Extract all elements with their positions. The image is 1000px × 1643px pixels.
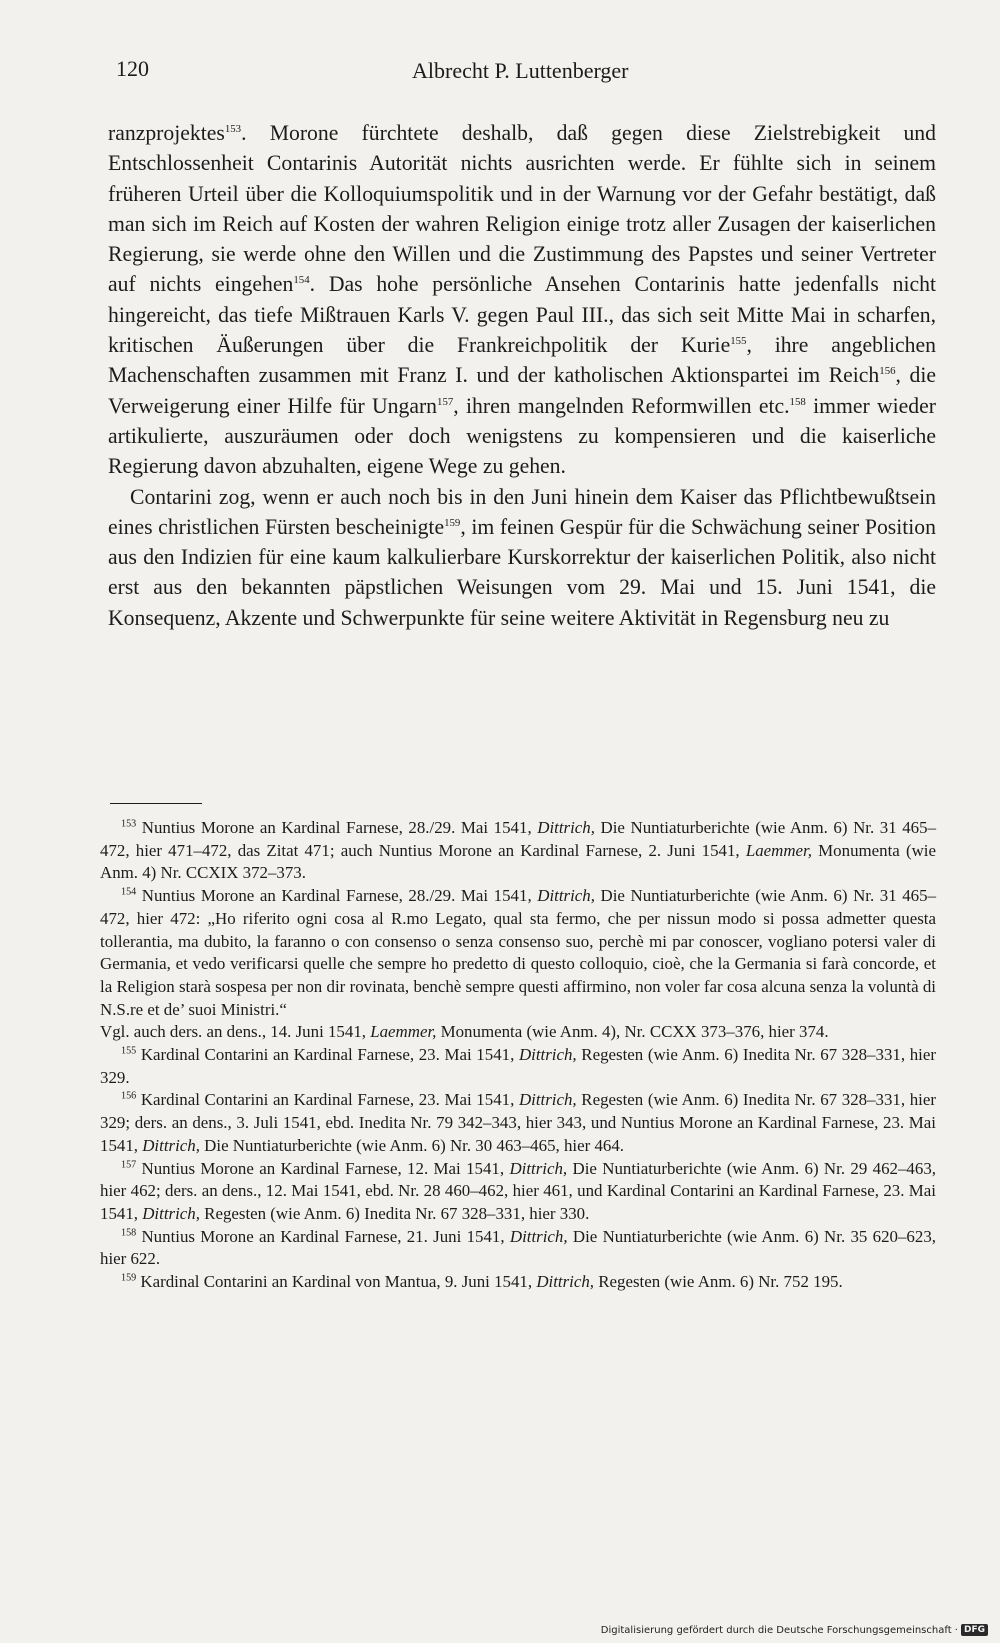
footnote-separator: [110, 803, 202, 804]
page-header: [0, 56, 1000, 92]
text-run: ranzprojektes: [108, 121, 225, 145]
text-run: Kardinal Contarini an Kardinal von Mantua, 9. Juni 1541,: [136, 1272, 537, 1292]
footnote: [100, 885, 936, 1021]
footnote-ref: 155: [730, 334, 747, 347]
author-name: Dittrich,: [142, 1203, 200, 1223]
body-text: [108, 118, 936, 633]
text-run: Regesten (wie Anm. 6) Inedita Nr. 67 328–331, hier 330.: [199, 1203, 590, 1223]
text-run: Monumenta (wie Anm. 4) Nr. CCXIX 372–373.: [100, 840, 936, 883]
author-name: Dittrich,: [509, 1226, 568, 1246]
footnote: [100, 1021, 936, 1044]
text-run: Regesten (wie Anm. 6) Inedita Nr. 67 328–331, hier 329; ders. an dens., 3. Juli 1541, ebd. Inedita Nr. 79 342–343, hier 343, und Nuntius Morone an Kardinal Farnese, 23. Mai 1541,: [100, 1090, 936, 1155]
author-name: Dittrich,: [518, 1090, 577, 1110]
footnote: [100, 817, 936, 885]
running-head: Albrecht P. Luttenberger: [412, 58, 629, 83]
text-run: Die Nuntiaturberichte (wie Anm. 6) Nr. 31 465–472, hier 472: „Ho riferito ogni cosa al R.mo Legato, qual sta fermo, che per nissun modo si possa admetter questa tollerantia, ma dubito, la faranno o con consenso o senza consenso suo, perchè mi par conoscer, vogliano potersi valer di Germania, et vedo verificarsi quelle che sempre ho predetto di questo colloquio, cioè, che la Germania si farà concorde, et la Religion starà sospesa per non dir rovinata, benchè sempre questi affirmino, non voler far cosa alcuna senza la voluntà di N.S.re et de’ suoi Ministri.“: [100, 886, 937, 1019]
footnote-number: 159: [121, 1272, 137, 1284]
footnote-number: 157: [121, 1158, 137, 1170]
text-run: Nuntius Morone an Kardinal Farnese, 28./29. Mai 1541,: [136, 818, 538, 837]
footnote-number: 158: [121, 1227, 137, 1239]
author-name: Dittrich,: [537, 818, 595, 837]
text-run: Kardinal Contarini an Kardinal Farnese, 23. Mai 1541,: [136, 1090, 519, 1110]
text-run: Nuntius Morone an Kardinal Farnese, 21. Juni 1541,: [136, 1226, 510, 1246]
footnote: [100, 1089, 936, 1157]
footnote: [100, 1158, 936, 1226]
footnote-ref: 153: [224, 122, 242, 135]
text-run: , die Verweigerung einer Hilfe für Ungarn: [108, 363, 936, 418]
text-run: , ihre angeblichen Machenschaften zusammen mit Franz I. und der katholischen Aktionspartei im Reich: [108, 333, 936, 388]
text-run: Nuntius Morone an Kardinal Farnese, 28./29. Mai 1541,: [136, 886, 538, 906]
footnote: [100, 1271, 936, 1294]
footnote-number: 153: [121, 818, 137, 830]
paragraph-2: [108, 482, 936, 633]
text-run: immer wieder artikulierte, auszuräumen oder doch wenigstens zu kompensieren und die kaiserliche Regierung davon abzuhalten, eigene Wege zu gehen.: [108, 393, 936, 479]
text-run: Die Nuntiaturberichte (wie Anm. 6) Nr. 35 620–623, hier 622.: [100, 1226, 936, 1269]
footnote: [100, 1226, 936, 1271]
text-run: , ihren mangelnden Reformwillen etc.: [453, 393, 790, 418]
footnotes: [100, 817, 936, 1294]
text-run: , im feinen Gespür für die Schwächung seiner Position aus den Indizien für eine kaum kalkulierbare Kurskorrektur der kaiserlichen Politik, also nicht erst aus den bekannten päpstlichen Weisungen vom 29. Mai und 15. Juni 1541, die Konsequenz, Akzente und Schwerpunkte für seine weitere Aktivität in Regensburg neu zu: [108, 514, 936, 630]
text-run: Regesten (wie Anm. 6) Inedita Nr. 67 328–331, hier 329.: [100, 1045, 936, 1087]
digitization-footer: [601, 1622, 988, 1638]
text-run: . Das hohe persönliche Ansehen Contarinis hatte jedenfalls nicht hingereicht, das tiefe Mißtrauen Karls V. gegen Paul III., das sich seit Mitte Mai in scharfen, kritischen Äußerungen über die Frankreichpolitik der Kurie: [108, 272, 936, 358]
text-run: Regesten (wie Anm. 6) Nr. 752 195.: [594, 1272, 843, 1292]
footnote-ref: 156: [879, 365, 896, 378]
digitization-note: Digitalisierung gefördert durch die Deutsche Forschungsgemeinschaft ·: [600, 1624, 958, 1636]
footnote-number: 155: [121, 1045, 137, 1057]
text-run: Die Nuntiaturberichte (wie Anm. 6) Nr. 31 465–472, hier 471–472, das Zitat 471; auch Nuntius Morone an Kardinal Farnese, 2. Juni 1541,: [100, 818, 937, 860]
footnote-ref: 158: [789, 395, 806, 408]
footnote-ref: 154: [293, 274, 310, 287]
dfg-logo: DFG: [961, 1624, 988, 1636]
text-run: Contarini zog, wenn er auch noch bis in den Juni hinein dem Kaiser das Pflichtbewußtsein eines christlichen Fürsten bescheinigte: [108, 484, 936, 539]
author-name: Dittrich,: [536, 1272, 595, 1292]
author-name: Dittrich,: [142, 1135, 200, 1155]
text-run: Vgl. auch ders. an dens., 14. Juni 1541,: [100, 1022, 371, 1042]
text-run: Nuntius Morone an Kardinal Farnese, 12. Mai 1541,: [136, 1158, 510, 1178]
author-name: Dittrich,: [509, 1158, 568, 1178]
text-run: Die Nuntiaturberichte (wie Anm. 6) Nr. 29 462–463, hier 462; ders. an dens., 12. Mai 1541, ebd. Nr. 28 460–462, hier 461, und Kardinal Contarini an Kardinal Farnese, 23. Mai 1541,: [100, 1158, 936, 1223]
footnote-number: 154: [121, 886, 137, 898]
author-name: Dittrich,: [518, 1045, 577, 1065]
text-run: Die Nuntiaturberichte (wie Anm. 6) Nr. 30 463–465, hier 464.: [199, 1135, 625, 1155]
text-run: Monumenta (wie Anm. 4), Nr. CCXX 373–376, hier 374.: [436, 1022, 829, 1042]
footnote: [100, 1044, 936, 1089]
footnote-ref: 157: [437, 395, 454, 408]
author-name: Laemmer,: [745, 840, 812, 860]
page-number: 120: [116, 56, 149, 81]
paragraph-1: [108, 118, 936, 482]
author-name: Laemmer,: [370, 1022, 437, 1042]
author-name: Dittrich,: [537, 886, 595, 906]
footnote-ref: 159: [444, 516, 461, 529]
footnote-number: 156: [121, 1090, 137, 1102]
text-run: Kardinal Contarini an Kardinal Farnese, 23. Mai 1541,: [136, 1045, 519, 1065]
text-run: . Morone fürchtete deshalb, daß gegen diese Zielstrebigkeit und Entschlossenheit Contarinis Autorität nichts ausrichten werde. Er fühlte sich in seinem früheren Urteil über die Kolloquiumspolitik und in der Warnung vor der Gefahr bestätigt, daß man sich im Reich auf Kosten der wahren Religion einige trotz aller Zusagen der kaiserlichen Regierung, sie werde ohne den Willen und die Zustimmung des Papstes und seiner Vertreter auf nichts eingehen: [108, 121, 936, 297]
